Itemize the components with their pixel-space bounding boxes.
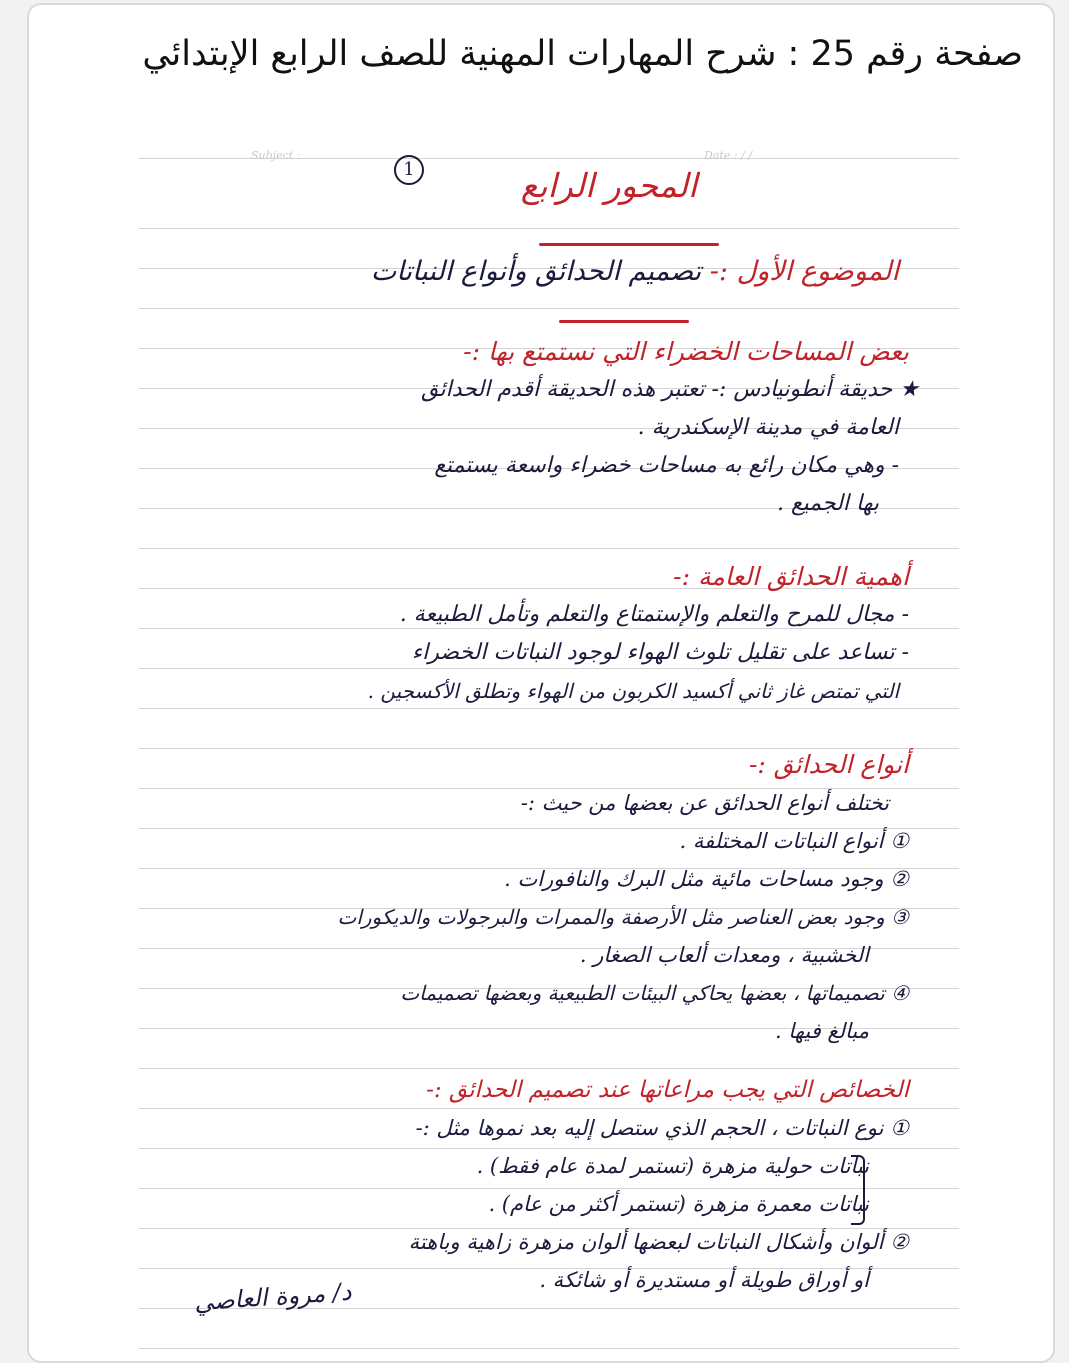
section2-line3: التي تمتص غاز ثاني أكسيد الكربون من الهواء وتطلق الأكسجين . [367, 679, 899, 703]
section4-line2: نباتات حولية مزهرة (تستمر لمدة عام فقط) . [476, 1154, 869, 1178]
options-brace [851, 1155, 865, 1225]
section2-heading: أهمية الحدائق العامة :- [673, 562, 909, 591]
section3-line3: ② وجود مساحات مائية مثل البرك والنافورات . [504, 867, 909, 891]
section4-line5: أو أوراق طويلة أو مستديرة أو شائكة . [539, 1268, 869, 1292]
topic-label: الموضوع الأول :- [709, 256, 899, 287]
date-label: Date : / / [704, 149, 752, 162]
title-underline [539, 243, 719, 246]
section4-line1: ① نوع النباتات ، الحجم الذي ستصل إليه بعد نموها مثل :- [415, 1116, 909, 1140]
section3-line2: ① أنواع النباتات المختلفة . [679, 829, 909, 853]
section3-line5: الخشبية ، ومعدات ألعاب الصغار . [579, 943, 869, 967]
section3-line7: مبالغ فيها . [774, 1019, 869, 1043]
section1-line3: - وهي مكان رائع به مساحات خضراء واسعة يستمتع [434, 453, 899, 478]
section4-line3: نباتات معمرة مزهرة (تستمر أكثر من عام) . [488, 1192, 869, 1216]
section2-line2: - تساعد على تقليل تلوث الهواء لوجود النباتات الخضراء [411, 640, 909, 665]
section1-line2: العامة في مدينة الإسكندرية . [637, 415, 899, 440]
section3-heading: أنواع الحدائق :- [748, 750, 909, 779]
topic-line [371, 255, 899, 289]
section1-heading: بعض المساحات الخضراء التي نستمتع بها :- [463, 337, 909, 366]
section1-line4: بها الجميع . [776, 491, 879, 516]
unit-title: المحور الرابع [520, 166, 698, 205]
section3-line6: ④ تصميماتها ، بعضها يحاكي البيئات الطبيعية وبعضها تصميمات [400, 981, 909, 1005]
section3-line4: ③ وجود بعض العناصر مثل الأرصفة والممرات والبرجولات والديكورات [337, 905, 909, 929]
page-title: صفحة رقم 25 : شرح المهارات المهنية للصف الرابع الإبتدائي [142, 34, 1023, 74]
page-number-badge: 1 [394, 155, 424, 185]
section3-line1: تختلف أنواع الحدائق عن بعضها من حيث :- [520, 791, 889, 815]
topic-underline [559, 320, 689, 323]
section2-line1: - مجال للمرح والتعلم والإستمتاع والتعلم وتأمل الطبيعة . [399, 602, 909, 627]
author-signature: د/ مروة العاصي [193, 1277, 353, 1317]
notebook-page [139, 143, 959, 1363]
page-card [27, 3, 1055, 1363]
subject-label: Subject : [251, 149, 301, 162]
section4-heading: الخصائص التي يجب مراعاتها عند تصميم الحدائق :- [426, 1077, 909, 1103]
topic-text: تصميم الحدائق وأنواع النباتات [370, 256, 702, 287]
section4-line4: ② ألوان وأشكال النباتات لبعضها ألوان مزهرة زاهية وباهتة [408, 1230, 909, 1254]
section1-line1: ★ حديقة أنطونيادس :- تعتبر هذه الحديقة أقدم الحدائق [421, 377, 919, 402]
